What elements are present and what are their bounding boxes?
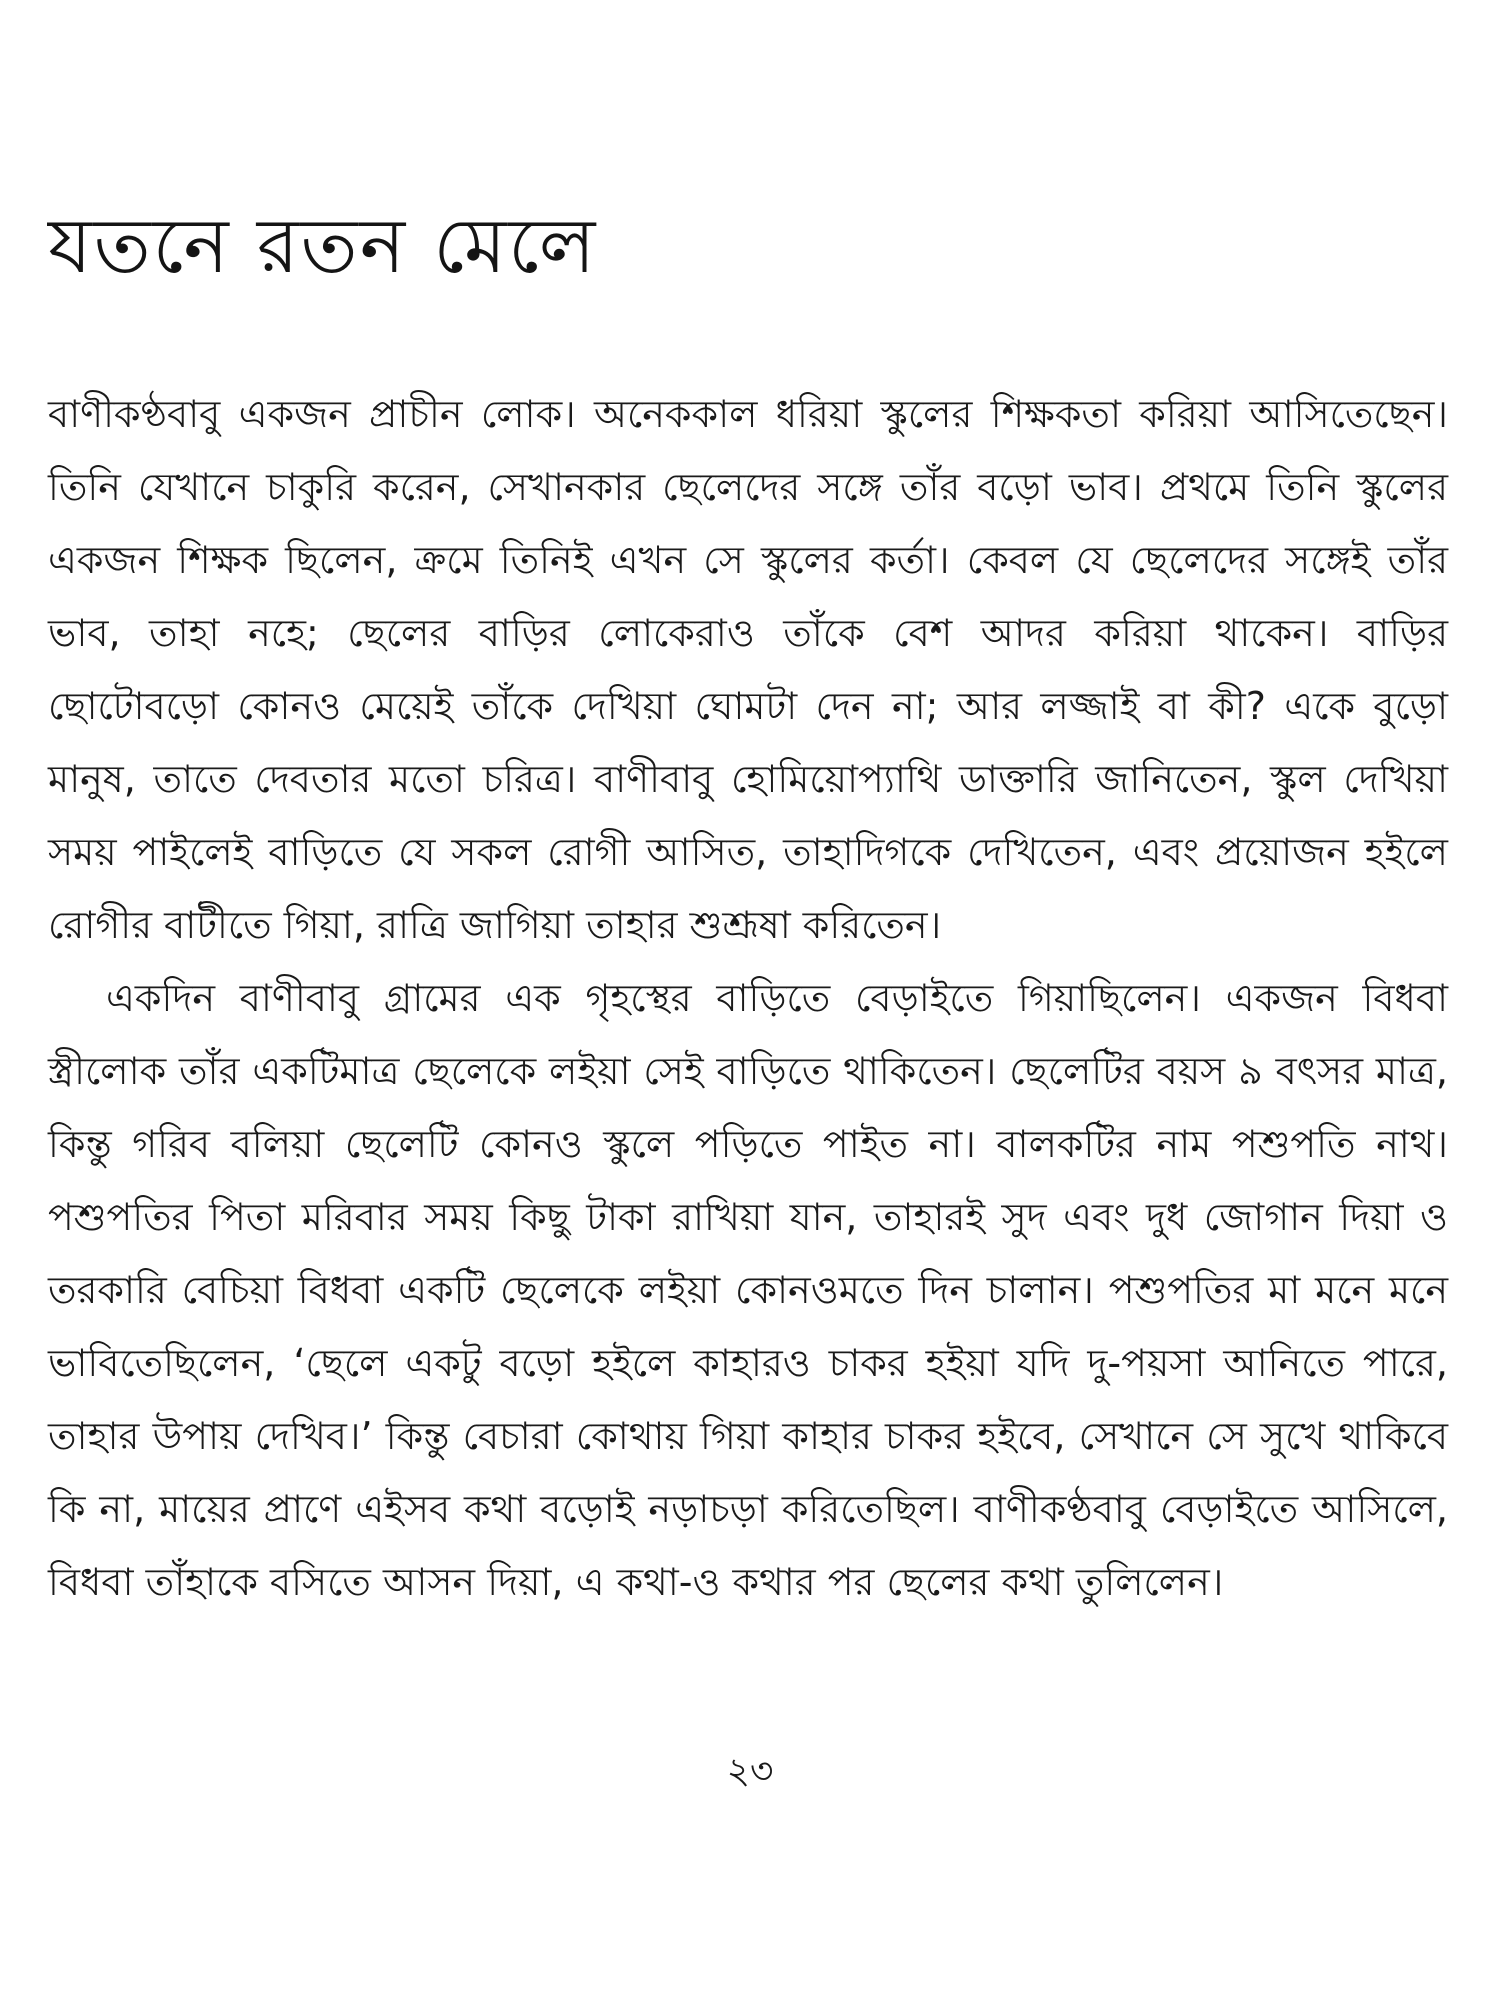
chapter-title: যতনে রতন মেলে <box>48 201 598 290</box>
chapter-body <box>48 378 1448 1619</box>
paragraph-2: একদিন বাণীবাবু গ্রামের এক গৃহস্থের বাড়িতে বেড়াইতে গিয়াছিলেন। একজন বিধবা স্ত্রীলোক তাঁর একটিমাত্র ছেলেকে লইয়া সেই বাড়িতে থাকিতেন। ছেলেটির বয়স ৯ বৎসর মাত্র, কিন্তু গরিব বলিয়া ছেলেটি কোনও স্কুলে পড়িতে পাইত না। বালকটির নাম পশুপতি নাথ। পশুপতির পিতা মরিবার সময় কিছু টাকা রাখিয়া যান, তাহারই সুদ এবং দুধ জোগান দিয়া ও তরকারি বেচিয়া বিধবা একটি ছেলেকে লইয়া কোনওমতে দিন চালান। পশুপতির মা মনে মনে ভাবিতেছিলেন, ‘ছেলে একটু বড়ো হইলে কাহারও চাকর হইয়া যদি দু-পয়সা আনিতে পারে, তাহার উপায় দেখিব।’ কিন্তু বেচারা কোথায় গিয়া কাহার চাকর হইবে, সেখানে সে সুখে থাকিবে কি না, মায়ের প্রাণে এইসব কথা বড়োই নড়াচড়া করিতেছিল। বাণীকণ্ঠবাবু বেড়াইতে আসিলে, বিধবা তাঁহাকে বসিতে আসন দিয়া, এ কথা-ও কথার পর ছেলের কথা তুলিলেন। <box>48 976 1448 1604</box>
page-number: ২৩ <box>726 1751 774 1792</box>
paragraph-1: বাণীকণ্ঠবাবু একজন প্রাচীন লোক। অনেককাল ধরিয়া স্কুলের শিক্ষকতা করিয়া আসিতেছেন। তিনি যেখানে চাকুরি করেন, সেখানকার ছেলেদের সঙ্গে তাঁর বড়ো ভাব। প্রথমে তিনি স্কুলের একজন শিক্ষক ছিলেন, ক্রমে তিনিই এখন সে স্কুলের কর্তা। কেবল যে ছেলেদের সঙ্গেই তাঁর ভাব, তাহা নহে; ছেলের বাড়ির লোকেরাও তাঁকে বেশ আদর করিয়া থাকেন। বাড়ির ছোটোবড়ো কোনও মেয়েই তাঁকে দেখিয়া ঘোমটা দেন না; আর লজ্জাই বা কী? একে বুড়ো মানুষ, তাতে দেবতার মতো চরিত্র। বাণীবাবু হোমিয়োপ্যাথি ডাক্তারি জানিতেন, স্কুল দেখিয়া সময় পাইলেই বাড়িতে যে সকল রোগী আসিত, তাহাদিগকে দেখিতেন, এবং প্রয়োজন হইলে রোগীর বাটীতে গিয়া, রাত্রি জাগিয়া তাহার শুশ্রূষা করিতেন। <box>48 392 1448 947</box>
